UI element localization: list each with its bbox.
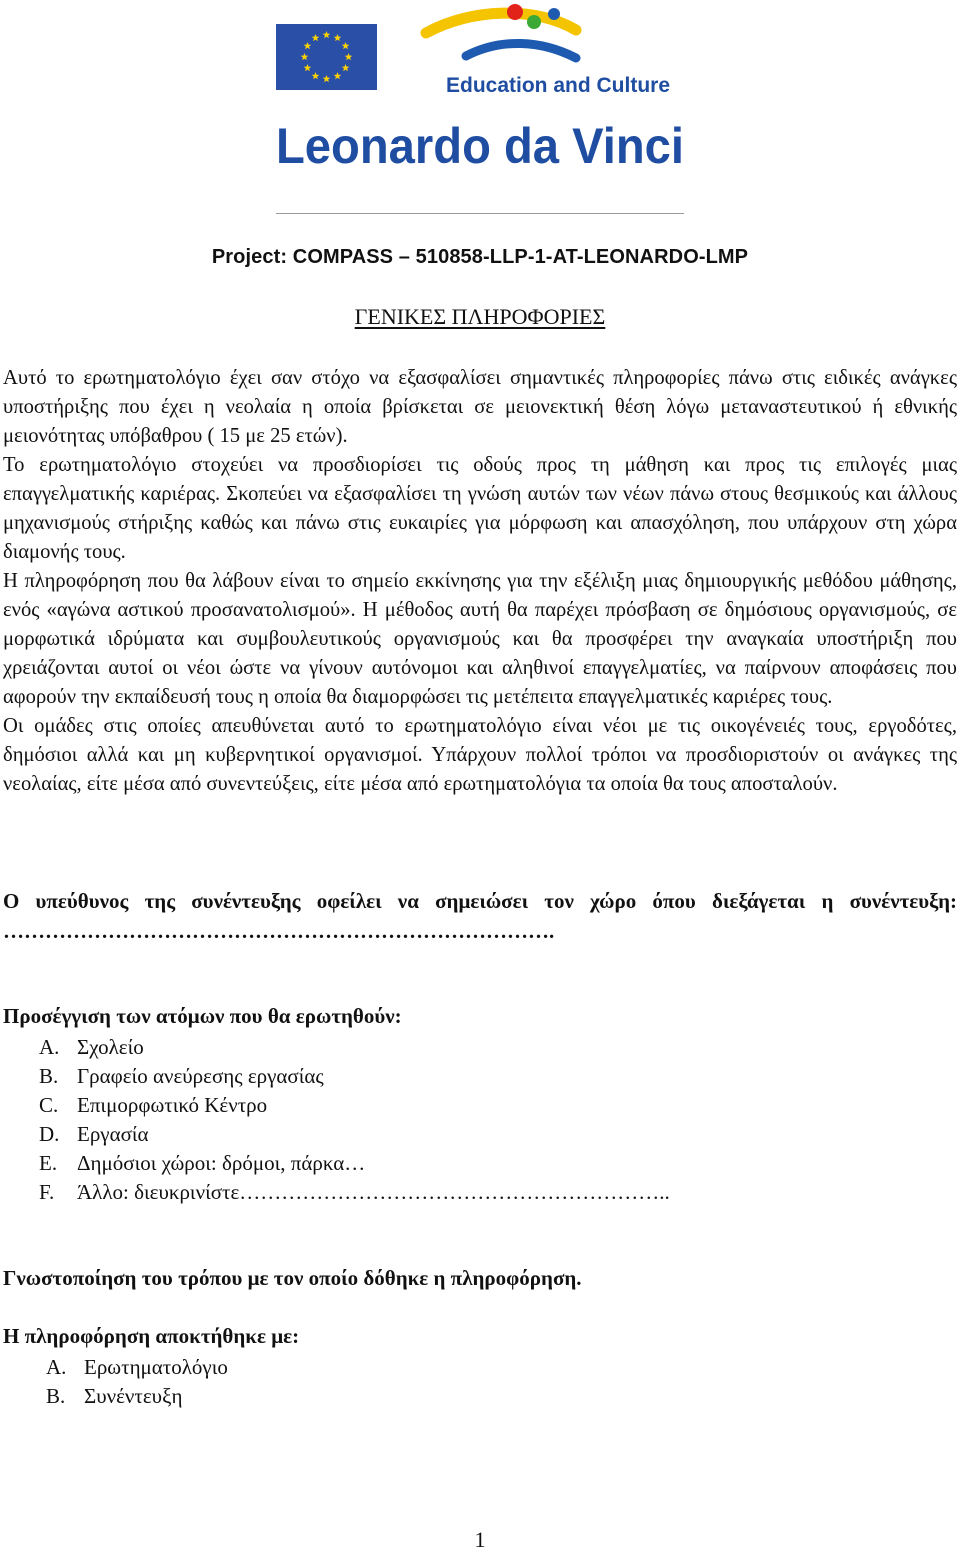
logo-tagline: Education and Culture bbox=[446, 74, 671, 97]
option-label: Ερωτηματολόγιο bbox=[84, 1355, 228, 1379]
option-label: Εργασία bbox=[77, 1122, 149, 1146]
approach-option[interactable] bbox=[39, 1062, 670, 1091]
option-label: Δημόσιοι χώροι: δρόμοι, πάρκα… bbox=[77, 1151, 366, 1175]
approach-option[interactable] bbox=[39, 1120, 670, 1149]
leonardo-da-vinci-logo bbox=[276, 0, 686, 195]
dot-red bbox=[507, 4, 523, 20]
option-letter: D. bbox=[39, 1122, 60, 1146]
notification-heading: Γνωστοποίηση του τρόπου με τον οποίο δόθηκε η πληροφόρηση. bbox=[3, 1266, 582, 1290]
option-label: Άλλο: διευκρινίστε…………………………………………………….. bbox=[77, 1180, 670, 1204]
paragraph-audience: Οι ομάδες στις οποίες απευθύνεται αυτό το ερωτηματολόγιο είναι νέοι με τις οικογένειές τους, εργοδότες, δημόσιοι αλλά και μη κυβερνητικοί οργανισμοί. Υπάρχουν πολλοί τρόποι να προσδιοριστούν οι ανάγκες της νεολαίας, είτε μέσα από συνεντεύξεις, είτε μέσα από ερωτηματολόγια τα οποία θα τους αποσταλούν. bbox=[3, 715, 957, 795]
dot-blue bbox=[548, 8, 560, 20]
paragraph-goal: Το ερωτηματολόγιο στοχεύει να προσδιορίσει τις οδούς προς τη μάθηση και προς τις επιλογές μιας επαγγελματικής καριέρας. Σκοπεύει να εξασφαλίσει τη γνώση αυτών των νέων πάνω στους θεσμικούς και άλλους μηχανισμούς στήριξης καθώς και πάνω στις ευκαιρίες για μόρφωση και απασχόληση, που υπάρχουν στη χώρα διαμονής τους. bbox=[3, 454, 957, 563]
interviewer-note: Ο υπεύθυνος της συνέντευξης οφείλει να σημειώσει τον χώρο όπου διεξάγεται η συνέντευξη: ……………………………………………………………………. bbox=[3, 889, 957, 943]
option-label: Συνέντευξη bbox=[84, 1384, 183, 1408]
logo-divider bbox=[276, 213, 684, 214]
option-letter: F. bbox=[39, 1180, 55, 1204]
option-label: Σχολείο bbox=[77, 1035, 144, 1059]
approach-option[interactable] bbox=[39, 1178, 670, 1207]
page-number: 1 bbox=[474, 1527, 486, 1552]
project-line: Project: COMPASS – 510858-LLP-1-AT-LEONARDO-LMP bbox=[211, 246, 749, 268]
paragraph-method: Η πληροφόρηση που θα λάβουν είναι το σημείο εκκίνησης για την εξέλιξη μιας δημιουργικής μεθόδου μάθησης, ενός «αγώνα αστικού προσανατολισμού». Η μέθοδος αυτή θα παρέχει πρόσβαση σε δημόσιους οργανισμούς, σε μορφωτικά ιδρύματα και συμβουλευτικούς οργανισμούς και θα προσφέρει την αναγκαία υποστήριξη που χρειάζονται αυτοί οι νέοι ώστε να γίνουν αυτόνομοι και αληθινοί επαγγελματίες, να παίρνουν αποφάσεις που αφορούν την εκπαίδευσή τους η οποία θα διαμορφώσει τις μετέπειτα επαγγελματικές καριέρες τους. bbox=[3, 570, 957, 708]
approach-option[interactable] bbox=[39, 1091, 670, 1120]
dot-green bbox=[527, 15, 541, 29]
option-label: Επιμορφωτικό Κέντρο bbox=[77, 1093, 268, 1117]
option-label: Γραφείο ανεύρεσης εργασίας bbox=[77, 1064, 324, 1088]
option-letter: B. bbox=[46, 1384, 66, 1408]
swoosh-arc-blue bbox=[466, 43, 576, 58]
info-obtained-heading: Η πληροφόρηση αποκτήθηκε με: bbox=[3, 1324, 300, 1348]
option-letter: A. bbox=[39, 1035, 60, 1059]
approach-options bbox=[39, 1033, 670, 1207]
info-option[interactable] bbox=[46, 1382, 228, 1411]
info-option[interactable] bbox=[46, 1353, 228, 1382]
logo-programme: Leonardo da Vinci bbox=[276, 118, 684, 174]
info-obtained-options bbox=[46, 1353, 228, 1411]
logo-graphic bbox=[276, 0, 686, 195]
option-letter: C. bbox=[39, 1093, 59, 1117]
option-letter: B. bbox=[39, 1064, 59, 1088]
paragraph-purpose: Αυτό το ερωτηματολόγιο έχει σαν στόχο να εξασφαλίσει σημαντικές πληροφορίες πάνω στις ειδικές ανάγκες υποστήριξης που έχει η νεολαία η οποία βρίσκεται σε μειονεκτική θέση λόγω μεταναστευτικού ή εθνικής μειονότητας υπόβαθρου ( 15 με 25 ετών). bbox=[3, 367, 957, 447]
approach-option[interactable] bbox=[39, 1033, 670, 1062]
intro-text bbox=[3, 364, 957, 799]
option-letter: A. bbox=[46, 1355, 67, 1379]
approach-option[interactable] bbox=[39, 1149, 670, 1178]
page-title: ΓΕΝΙΚΕΣ ΠΛΗΡΟΦΟΡΙΕΣ bbox=[354, 304, 606, 329]
approach-heading: Προσέγγιση των ατόμων που θα ερωτηθούν: bbox=[3, 1004, 402, 1028]
option-letter: E. bbox=[39, 1151, 58, 1175]
